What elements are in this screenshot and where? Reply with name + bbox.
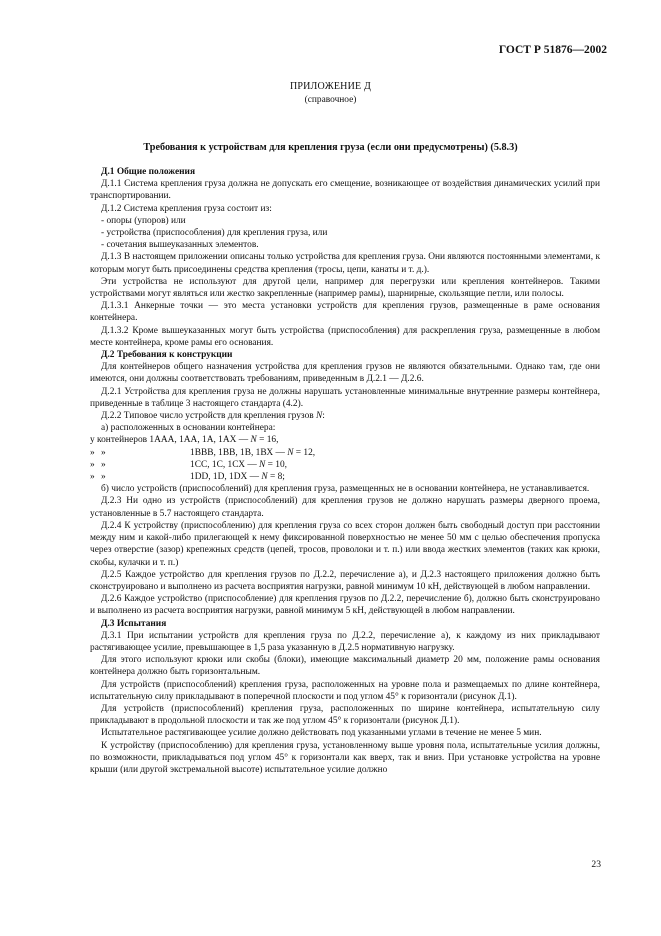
paragraph: Для этого используют крюки или скобы (блоки), имеющие максимальный диаметр 20 мм, положение рамы основания контейнера должно быть горизонтальным. [90,655,600,678]
paragraph: Для устройств (приспособлений) крепления груза, расположенных по ширине контейнера, испытательную силу прикладывают в продольной плоскости и так же под углом 45° к горизонтали (рисунок Д.1). [90,703,600,727]
body-text [90,166,600,776]
section-heading: Д.2 Требования к конструкции [101,350,233,361]
main-title: Требования к устройствам для крепления груза (если они предусмотрены) (5.8.3) [143,142,518,153]
paragraph: Д.2.1 Устройства для крепления груза не должны нарушать установленные минимальные внутренние размеры контейнера, приведенные в таблице 3 настоящего стандарта (4.2). [90,386,600,409]
paragraph: Д.1.1 Система крепления груза должна не допускать его смещение, возникающее от воздействия динамических усилий при транспортировании. [90,179,600,202]
list-item: б) число устройств (приспособлений) для крепления груза, размещенных не в основании контейнера, не устанавливается. [101,484,590,495]
paragraph: Д.2.3 Ни одно из устройств (приспособлений) для крепления грузов не должно нарушать размеры дверного проема, установленные в 5.7 настоящего стандарта. [90,496,600,519]
annex-subtitle: (справочное) [304,95,357,105]
section-heading: Д.3 Испытания [101,618,167,629]
list-item: а) расположенных в основании контейнера: [101,423,276,434]
paragraph: Д.2.6 Каждое устройство (приспособление) для крепления грузов по Д.2.2, перечисление б), должно быть сконструировано и выполнено из расчета восприятия нагрузки, равной минимум 5 кН, действующей в любом направлении. [90,594,600,617]
page-number: 23 [591,859,601,870]
standard-code: ГОСТ Р 51876—2002 [498,44,607,56]
paragraph: Для устройств (приспособлений) крепления груза, расположенных на уровне пола и размещаемых по длине контейнера, испытательную силу прикладывают в поперечной плоскости и под углом 45° к горизонтали (рисунок Д.1). [90,679,600,702]
paragraph: Испытательное растягивающее усилие должно действовать под указанными углами в течение не менее 5 мин. [101,728,542,739]
container-count-row: » » 1СС, 1С, 1СХ — N = 10, [90,459,288,470]
list-item: - устройства (приспособления) для крепления груза, или [101,228,328,239]
paragraph: Д.1.3 В настоящем приложении описаны только устройства для крепления груза. Они являются постоянными элементами, к которым могут быть присоединены средства крепления (тросы, цепи, канаты и т. д.). [90,252,600,275]
paragraph: Д.2.5 Каждое устройство для крепления грузов по Д.2.2, перечисление а), и Д.2.3 настоящего приложения должно быть сконструировано и выполнено из расчета восприятия нагрузки, равной минимум 10 кН, действующей в любом направлении. [90,569,600,592]
paragraph: Для контейнеров общего назначения устройства для крепления грузов не являются обязательными. Однако там, где они имеются, они должны соответствовать требованиям, приведенным в Д.2.1 — Д.2.6. [90,362,600,385]
paragraph: Д.1.2 Система крепления груза состоит из: [101,203,272,214]
container-count-row: у контейнеров 1ААА, 1АА, 1А, 1АХ — N = 16, [90,435,279,446]
container-count-row: » » 1ВВВ, 1ВВ, 1В, 1ВХ — N = 12, [90,447,316,458]
list-item: - сочетания вышеуказанных элементов. [101,240,259,251]
list-item: - опоры (упоров) или [101,215,186,226]
paragraph: Д.2.2 Типовое число устройств для крепления грузов N: [101,411,325,422]
container-count-row: » » 1DD, 1D, 1DX — N = 8; [90,472,285,483]
annex-title: ПРИЛОЖЕНИЕ Д [289,81,372,92]
paragraph: Д.1.3.2 Кроме вышеуказанных могут быть устройства (приспособления) для раскрепления груза, размещенные в любом месте контейнера, кроме рамы его основания. [90,325,600,348]
section-heading: Д.1 Общие положения [101,167,196,177]
paragraph: Д.2.4 К устройству (приспособлению) для крепления груза со всех сторон должен быть свободный доступ при расстоянии между ним и какой-либо прилегающей к нему фиксированной поверхностью не менее 50 мм с целью обеспечения пропуска через отверстие (зазор) крепежных средств (цепей, тросов, проволоки и т. п.) или ввода жестких элементов (таких как крюки, скобы, кулачки и т. п.) [90,520,600,568]
paragraph: К устройству (приспособлению) для крепления груза, установленному выше уровня пола, испытательные усилия должны, по возможности, прикладываться под углом 45° к горизонтали как вверх, так и вниз. При установке устройства на уровне крыши (или другой экстремальной высоте) испытательное усилие должно [90,740,600,775]
paragraph: Эти устройства не используют для другой цели, например для перегрузки или крепления контейнеров. Такими устройствами могут являться или жестко закрепленные (например рамы), шарнирные, скользящие петли, или полосы. [90,276,600,300]
paragraph: Д.1.3.1 Анкерные точки — это места установки устройств для крепления грузов, размещенные в раме основания контейнера. [90,301,600,324]
paragraph: Д.3.1 При испытании устройств для крепления груза по Д.2.2, перечисление а), к каждому из них прикладывают растягивающее усилие, превышающее в 1,5 раза указанную в Д.2.5 нормативную нагрузку. [90,630,600,653]
